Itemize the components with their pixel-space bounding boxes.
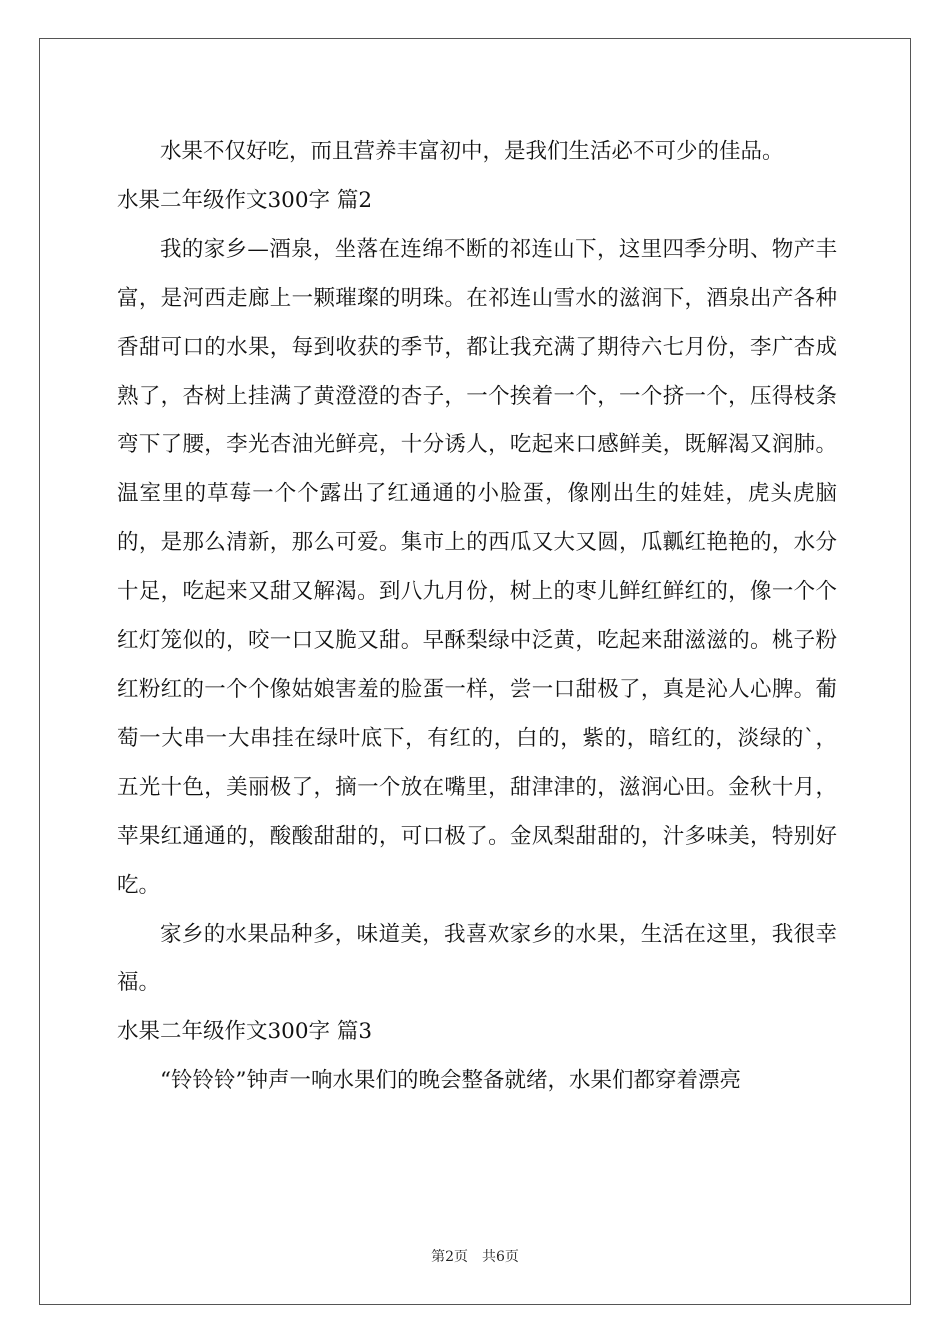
section-heading: 水果二年级作文300字 篇2 — [117, 187, 373, 213]
paragraph: 家乡的水果品种多，味道美，我喜欢家乡的水果，生活在这里，我很幸福。 — [117, 921, 837, 996]
paragraph: 我的家乡—酒泉，坐落在连绵不断的祁连山下，这里四季分明、物产丰富，是河西走廊上一颗璀璨的明珠。在祁连山雪水的滋润下，酒泉出产各种香甜可口的水果，每到收获的季节，都让我充满了期待六七月份，李广杏成熟了，杏树上挂满了黄澄澄的杏子，一个挨着一个，一个挤一个，压得枝条弯下了腰，李光杏油光鲜亮，十分诱人，吃起来口感鲜美，既解渴又润肺。温室里的草莓一个个露出了红通通的小脸蛋，像刚出生的娃娃，虎头虎脑的，是那么清新，那么可爱。集市上的西瓜又大又圆，瓜瓤红艳艳的，水分十足，吃起来又甜又解渴。到八九月份，树上的枣儿鲜红鲜红的，像一个个红灯笼似的，咬一口又脆又甜。早酥梨绿中泛黄，吃起来甜滋滋的。桃子粉红粉红的一个个像姑娘害羞的脸蛋一样，尝一口甜极了，真是沁人心脾。葡萄一大串一大串挂在绿叶底下，有红的，白的，紫的，暗红的，淡绿的`，五光十色，美丽极了，摘一个放在嘴里，甜津津的，滋润心田。金秋十月，苹果红通通的，酸酸甜甜的，可口极了。金凤梨甜甜的，汁多味美，特别好吃。 — [117, 236, 837, 898]
paragraph: “铃铃铃”钟声一响水果们的晚会整备就绪，水果们都穿着漂亮 — [160, 1068, 741, 1094]
section-heading: 水果二年级作文300字 篇3 — [117, 1019, 373, 1045]
paragraph: 水果不仅好吃，而且营养丰富初中，是我们生活必不可少的佳品。 — [160, 139, 784, 164]
document-body — [117, 128, 837, 1106]
page-footer: 第2页 共6页 — [431, 1249, 519, 1265]
